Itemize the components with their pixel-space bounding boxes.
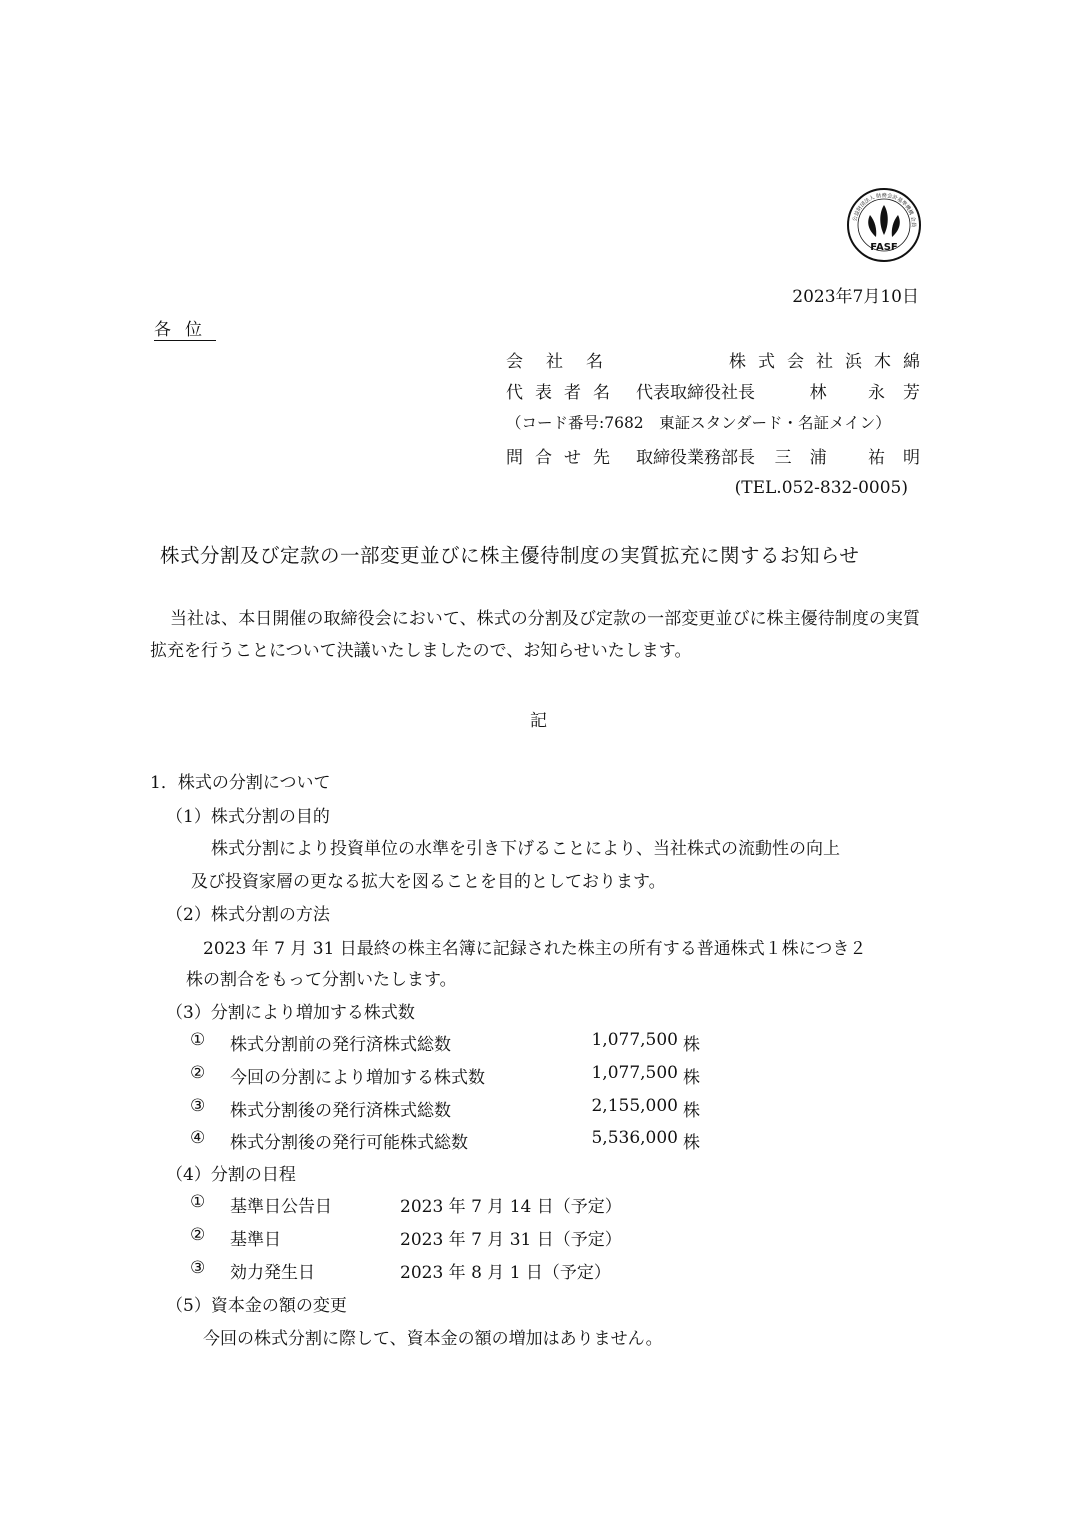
rep-label: 代表者名: [506, 383, 622, 403]
row-mark: ③: [190, 1258, 206, 1278]
row-label: 株式分割後の発行済株式総数: [230, 1101, 451, 1121]
security-code: （コード番号:7682 東証スタンダード・名証メイン）: [506, 414, 891, 432]
row-value: 1,077,500: [591, 1063, 678, 1083]
share-count-row: [190, 1030, 710, 1058]
addressee: 各位: [154, 320, 216, 340]
subsection-heading-5: （5）資本金の額の変更: [166, 1296, 347, 1316]
row-date: 2023 年 8 月 1 日（予定）: [400, 1263, 611, 1283]
share-count-row: [190, 1128, 710, 1156]
row-label: 効力発生日: [230, 1263, 315, 1283]
row-mark: ④: [190, 1128, 206, 1148]
method-line-1: 2023 年 7 月 31 日最終の株主名簿に記録された株主の所有する普通株式１株につき２: [203, 939, 867, 959]
purpose-line-1: 株式分割により投資単位の水準を引き下げることにより、当社株式の流動性の向上: [211, 839, 840, 859]
row-value: 1,077,500: [591, 1030, 678, 1050]
section-heading: 1．株式の分割について: [150, 773, 331, 793]
row-date: 2023 年 7 月 31 日（予定）: [400, 1230, 622, 1250]
subsection-heading-3: （3）分割により増加する株式数: [166, 1003, 415, 1023]
document-date: 2023年7月10日: [792, 287, 919, 307]
contact-tel: (TEL.052-832-0005): [734, 478, 908, 498]
row-mark: ③: [190, 1096, 206, 1116]
contact-title: 取締役業務部長: [636, 448, 755, 468]
row-label: 株式分割前の発行済株式総数: [230, 1035, 451, 1055]
subsection-heading-2: （2）株式分割の方法: [166, 905, 330, 925]
fasf-seal-logo: [846, 187, 922, 263]
share-count-row: [190, 1096, 710, 1124]
row-date: 2023 年 7 月 14 日（予定）: [400, 1197, 622, 1217]
contact-name: 三浦 祐明: [774, 448, 938, 468]
row-mark: ②: [190, 1063, 206, 1083]
subsection-heading-1: （1）株式分割の目的: [166, 807, 330, 827]
row-unit: 株: [683, 1133, 700, 1153]
schedule-row: [190, 1225, 690, 1253]
row-mark: ①: [190, 1030, 206, 1050]
company-name: 株式会社浜木綿: [729, 352, 932, 372]
row-value: 5,536,000: [591, 1128, 678, 1148]
row-mark: ②: [190, 1225, 206, 1245]
row-unit: 株: [683, 1068, 700, 1088]
row-value: 2,155,000: [591, 1096, 678, 1116]
ki-heading: 記: [530, 711, 547, 731]
row-label: 基準日公告日: [230, 1197, 332, 1217]
purpose-line-2: 及び投資家層の更なる拡大を図ることを目的としております。: [191, 872, 666, 892]
document-title: 株式分割及び定款の一部変更並びに株主優待制度の実質拡充に関するお知らせ: [160, 544, 860, 567]
subsection-heading-4: （4）分割の日程: [166, 1165, 296, 1185]
schedule-row: [190, 1258, 690, 1286]
row-label: 基準日: [230, 1230, 281, 1250]
row-label: 株式分割後の発行可能株式総数: [230, 1133, 468, 1153]
seal-text: FASF: [870, 242, 898, 253]
row-unit: 株: [683, 1035, 700, 1055]
row-mark: ①: [190, 1192, 206, 1212]
schedule-row: [190, 1192, 690, 1220]
rep-name: 林 永芳: [809, 383, 938, 403]
row-label: 今回の分割により増加する株式数: [230, 1068, 485, 1088]
intro-paragraph: 当社は、本日開催の取締役会において、株式の分割及び定款の一部変更並びに株主優待制度の実質拡充を行うことについて決議いたしましたので、お知らせいたします。: [150, 609, 920, 661]
share-count-row: [190, 1063, 710, 1091]
rep-title: 代表取締役社長: [636, 383, 755, 403]
row-unit: 株: [683, 1101, 700, 1121]
method-line-2: 株の割合をもって分割いたします。: [186, 970, 457, 990]
seal-ring-text: 公益財団法人 財務会計基準機構 会員: [852, 192, 917, 228]
capital-line: 今回の株式分割に際して、資本金の額の増加はありません。: [203, 1329, 663, 1349]
contact-label: 問合せ先: [506, 448, 622, 468]
company-label: 会社名: [506, 352, 626, 372]
